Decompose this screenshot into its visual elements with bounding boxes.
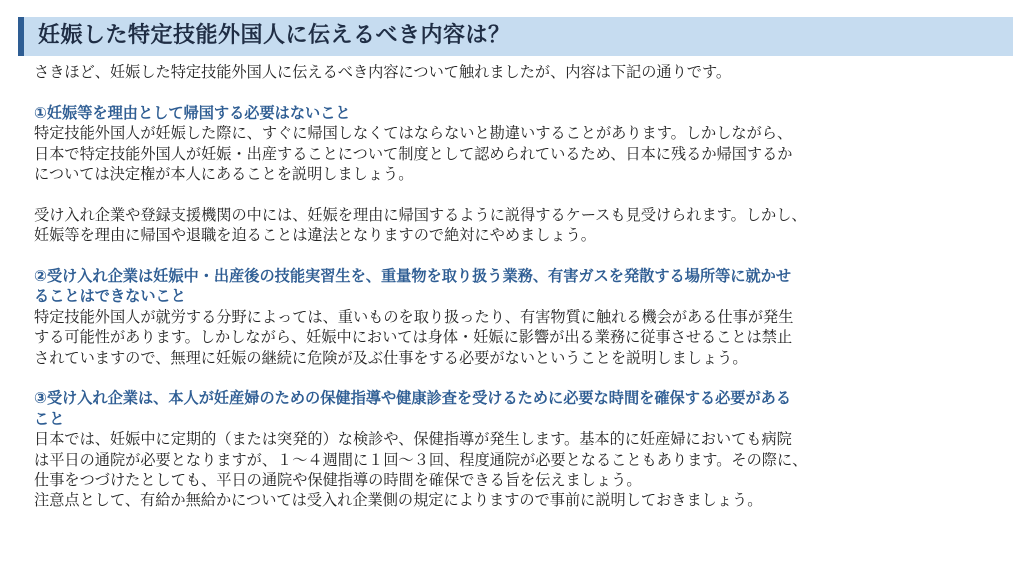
section2-paragraph (34, 307, 1002, 368)
spacer (34, 82, 1002, 102)
section2-heading (34, 266, 1002, 307)
paragraph-line: 特定技能外国人が妊娠した際に、すぐに帰国しなくてはならないと勘違いすることがあります。しかしながら、 (34, 124, 793, 143)
spacer (34, 246, 1002, 266)
paragraph-line: 日本では、妊娠中に定期的（または突発的）な検診や、保健指導が発生します。基本的に妊産婦においても病院 (34, 430, 792, 449)
heading-line: ②受け入れ企業は妊娠中・出産後の技能実習生を、重量物を取り扱う業務、有害ガスを発散する場所等に就かせ (34, 267, 792, 286)
slide-content (34, 62, 1002, 511)
paragraph-line: は平日の通院が必要となりますが、１～４週間に１回～３回、程度通院が必要となることもあります。その際に、 (34, 450, 808, 469)
heading-line: ることはできないこと (34, 287, 186, 306)
paragraph-line: 妊娠等を理由に帰国や退職を迫ることは違法となりますので絶対にやめましょう。 (34, 226, 596, 245)
page-title: 妊娠した特定技能外国人に伝えるべき内容は？ (38, 23, 511, 48)
section1-paragraph-1 (34, 123, 1002, 184)
heading-line: ③受け入れ企業は、本人が妊産婦のための保健指導や健康診査を受けるために必要な時間を確保する必要がある (34, 389, 792, 408)
paragraph-line: 注意点として、有給か無給かについては受入れ企業側の規定によりますので事前に説明しておきましょう。 (34, 491, 763, 510)
spacer (34, 184, 1002, 204)
paragraph-line: 受け入れ企業や登録支援機関の中には、妊娠を理由に帰国するように説得するケースも見受けられます。しかし、 (34, 205, 807, 224)
paragraph-line: 日本で特定技能外国人が妊娠・出産することについて制度として認められているため、日本に残るか帰国するか (34, 144, 793, 163)
paragraph-line: については決定権が本人にあることを説明しましょう。 (34, 165, 414, 184)
intro-text: さきほど、妊娠した特定技能外国人に伝えるべき内容について触れましたが、内容は下記の通りです。 (34, 63, 732, 81)
section3-paragraph (34, 429, 1002, 511)
title-bar (18, 17, 1013, 56)
spacer (34, 368, 1002, 388)
paragraph-line: されていますので、無理に妊娠の継続に危険が及ぶ仕事をする必要がないということを説明しましょう。 (34, 348, 748, 367)
paragraph-line: 仕事をつづけたとしても、平日の通院や保健指導の時間を確保できる旨を伝えましょう。 (34, 471, 642, 490)
section1-paragraph-2 (34, 205, 1002, 246)
section1-heading: ①妊娠等を理由として帰国する必要はないこと (34, 103, 351, 122)
heading-line: こと (34, 409, 65, 428)
paragraph-line: 特定技能外国人が就労する分野によっては、重いものを取り扱ったり、有害物質に触れる機会がある仕事が発生 (34, 307, 794, 326)
paragraph-line: する可能性があります。しかしながら、妊娠中においては身体・妊娠に影響が出る業務に従事させることは禁止 (34, 328, 793, 347)
section3-heading (34, 388, 1002, 429)
